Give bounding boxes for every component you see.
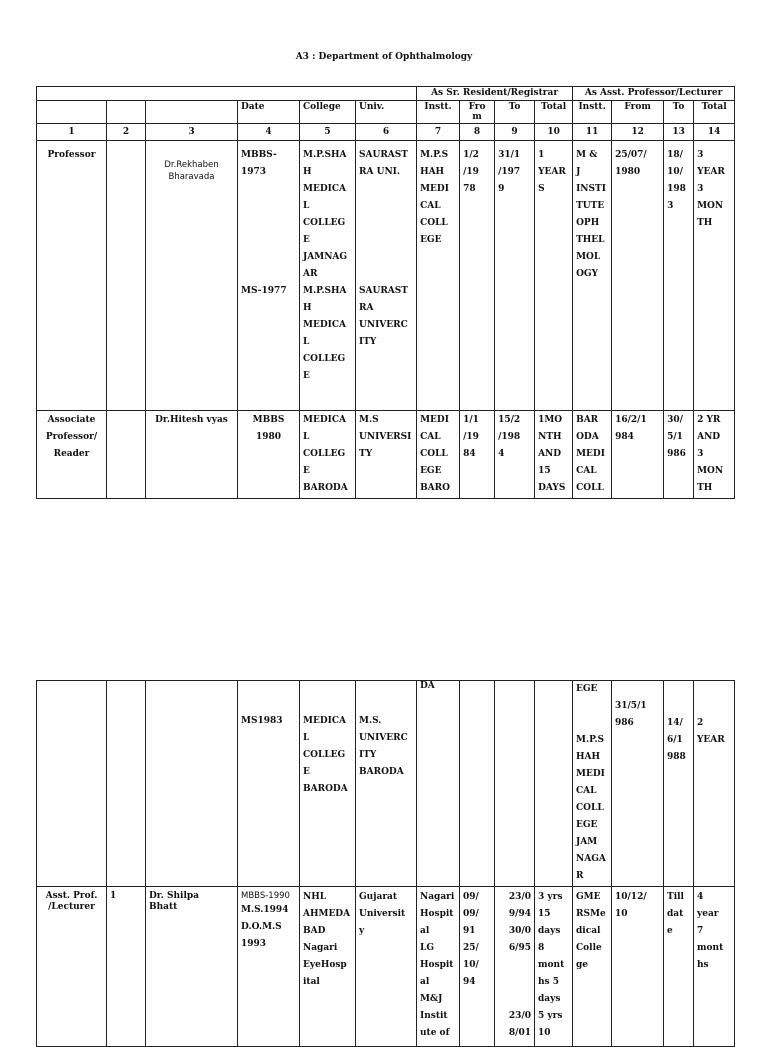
sr-to: 15/2 /198 4 — [495, 411, 535, 499]
header-college: College — [300, 101, 356, 124]
sr-institute: M.P.S HAH MEDI CAL COLL EGE — [417, 141, 460, 411]
column-number: 10 — [535, 124, 573, 141]
header-instt: Instt. — [417, 101, 460, 124]
column-number: 2 — [107, 124, 146, 141]
ap-from: 10/12/ 10 — [612, 887, 664, 1047]
column-number: 5 — [300, 124, 356, 141]
column-number: 3 — [146, 124, 238, 141]
ap-institute: EGE M.P.S HAH MEDI CAL COLL EGE JAM NAGA R — [573, 681, 612, 887]
column-number: 12 — [612, 124, 664, 141]
table-row-asst-prof — [37, 887, 735, 1047]
serial-number: 1 — [107, 887, 146, 1047]
college: NHL AHMEDA BAD Nagari EyeHosp ital — [300, 887, 356, 1047]
header-to: To — [495, 101, 535, 124]
column-number-row — [37, 124, 735, 141]
faculty-name: Dr. Shilpa Bhatt — [146, 887, 238, 1047]
ap-total: 2 YEAR — [694, 681, 735, 887]
column-number: 6 — [356, 124, 417, 141]
page-title: A3 : Department of Ophthalmology — [295, 52, 473, 62]
faculty-table-continued — [36, 680, 735, 1047]
qualification-date: MS1983 — [238, 681, 300, 887]
column-number: 9 — [495, 124, 535, 141]
header-from: Fro m — [460, 101, 495, 124]
designation: Asst. Prof. /Lecturer — [37, 887, 107, 1047]
college: MEDICA L COLLEG E BARODA — [300, 411, 356, 499]
column-number: 14 — [694, 124, 735, 141]
column-number: 8 — [460, 124, 495, 141]
column-number: 1 — [37, 124, 107, 141]
header-instt-2: Instt. — [573, 101, 612, 124]
qualification-date: MBBS- 1973 MS-1977 — [238, 141, 300, 411]
header-to-2: To — [664, 101, 694, 124]
sr-institute: MEDI CAL COLL EGE BARO — [417, 411, 460, 499]
designation: Professor — [37, 141, 107, 411]
ap-from: 31/5/1 986 — [612, 681, 664, 887]
university: M.S. UNIVERC ITY BARODA — [356, 681, 417, 887]
ap-to: 18/ 10/ 198 3 — [664, 141, 694, 411]
asst-professor-group-header: As Asst. Professor/Lecturer — [573, 87, 735, 101]
sr-total: 1MO NTH AND 15 DAYS — [535, 411, 573, 499]
college: MEDICA L COLLEG E BARODA — [300, 681, 356, 887]
designation: Associate Professor/ Reader — [37, 411, 107, 499]
university: M.S UNIVERSI TY — [356, 411, 417, 499]
sr-from: 1/1 /19 84 — [460, 411, 495, 499]
sr-to: 31/1 /197 9 — [495, 141, 535, 411]
ap-from: 25/07/ 1980 — [612, 141, 664, 411]
header-univ: Univ. — [356, 101, 417, 124]
header-total-2: Total — [694, 101, 735, 124]
university: SAURAST RA UNI. SAURAST RA UNIVERC ITY — [356, 141, 417, 411]
column-number: 13 — [664, 124, 694, 141]
qualification-date: MBBS 1980 — [238, 411, 300, 499]
sr-resident-group-header: As Sr. Resident/Registrar — [417, 87, 573, 101]
ap-to: 30/ 5/1 986 — [664, 411, 694, 499]
faculty-name: Dr.Rekhaben Bharavada — [146, 141, 238, 411]
qualification-date: MBBS-1990 M.S.1994 D.O.M.S 1993 — [238, 887, 300, 1047]
faculty-table-top — [36, 86, 735, 499]
ap-to: 14/ 6/1 988 — [664, 681, 694, 887]
table-row-associate — [37, 411, 735, 499]
table-row-professor — [37, 141, 735, 411]
header-from-2: From — [612, 101, 664, 124]
ap-institute: BAR ODA MEDI CAL COLL — [573, 411, 612, 499]
column-number: 7 — [417, 124, 460, 141]
group-header-row — [37, 87, 735, 101]
column-header-row — [37, 101, 735, 124]
ap-institute: M & J INSTI TUTE OPH THEL MOL OGY — [573, 141, 612, 411]
column-number: 4 — [238, 124, 300, 141]
sr-institute: DA — [417, 681, 460, 887]
table-row-continuation — [37, 681, 735, 887]
sr-total: 1 YEAR S — [535, 141, 573, 411]
ap-to: Till dat e — [664, 887, 694, 1047]
sr-institute: Nagari Hospit al LG Hospit al M&J Instit ute of — [417, 887, 460, 1047]
sr-from: 09/ 09/ 91 25/ 10/ 94 — [460, 887, 495, 1047]
ap-total: 2 YR AND 3 MON TH — [694, 411, 735, 499]
university: Gujarat Universit y — [356, 887, 417, 1047]
ap-total: 4 year 7 mont hs — [694, 887, 735, 1047]
sr-from: 1/2 /19 78 — [460, 141, 495, 411]
sr-to: 23/0 9/94 30/0 6/95 23/0 8/01 — [495, 887, 535, 1047]
sr-total: 3 yrs 15 days 8 mont hs 5 days 5 yrs 10 — [535, 887, 573, 1047]
ap-from: 16/2/1 984 — [612, 411, 664, 499]
column-number: 11 — [573, 124, 612, 141]
faculty-name: Dr.Hitesh vyas — [146, 411, 238, 499]
ap-total: 3 YEAR 3 MON TH — [694, 141, 735, 411]
ap-institute: GME RSMe dical Colle ge — [573, 887, 612, 1047]
college: M.P.SHA H MEDICA L COLLEG E JAMNAG AR M.P.SHA H MEDICA L COLLEG E — [300, 141, 356, 411]
header-date: Date — [238, 101, 300, 124]
header-total: Total — [535, 101, 573, 124]
